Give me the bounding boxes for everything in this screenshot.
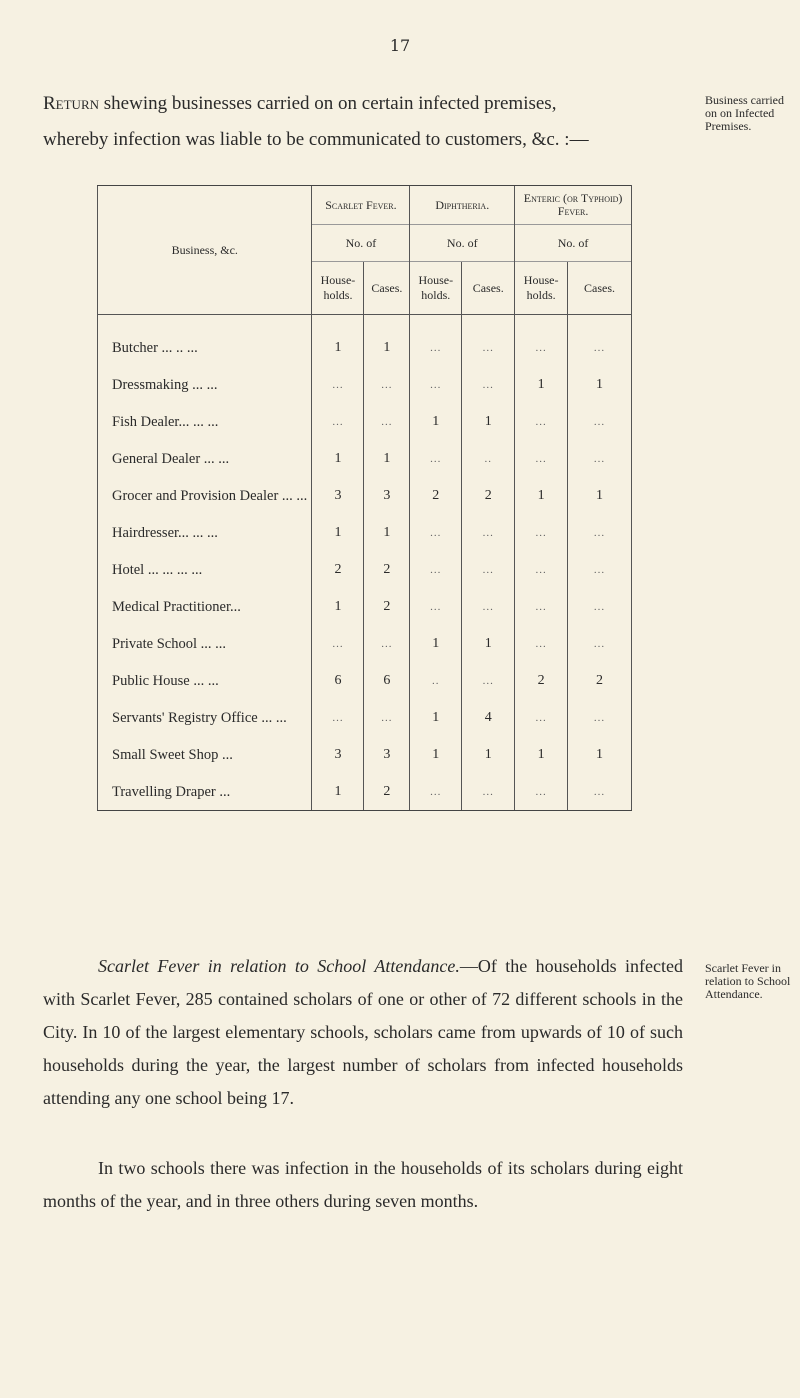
cell-value: ... [364, 699, 410, 736]
cell-value: ... [515, 625, 568, 662]
cell-value: 3 [364, 477, 410, 514]
table-row [98, 315, 632, 367]
cell-value: ... [312, 366, 364, 403]
cell-value: 1 [515, 366, 568, 403]
group-diphtheria: Diphtheria. [410, 186, 515, 225]
cell-value: ... [568, 514, 632, 551]
paragraph-heading: Scarlet Fever in relation to School Attendance. [98, 956, 460, 976]
cell-value: ... [462, 514, 515, 551]
cell-value: ... [312, 403, 364, 440]
cell-value: .. [462, 440, 515, 477]
table-row [98, 440, 632, 477]
cell-value: 1 [515, 477, 568, 514]
cell-value: 1 [364, 514, 410, 551]
diphtheria-cases-header: Cases. [462, 262, 515, 315]
cell-value: ... [515, 315, 568, 367]
cell-value: 1 [312, 514, 364, 551]
business-name: Small Sweet Shop ... [98, 736, 312, 773]
cell-value: 2 [312, 551, 364, 588]
cell-value: ... [364, 625, 410, 662]
business-name: Servants' Registry Office ... ... [98, 699, 312, 736]
business-name: General Dealer ... ... [98, 440, 312, 477]
table-row [98, 773, 632, 811]
cell-value: ... [410, 315, 462, 367]
table-title [43, 86, 693, 158]
cell-value: ... [462, 315, 515, 367]
cell-value: 2 [515, 662, 568, 699]
business-name: Travelling Draper ... [98, 773, 312, 811]
table-row [98, 551, 632, 588]
cell-value: ... [410, 440, 462, 477]
cell-value: 1 [364, 440, 410, 477]
cell-value: .. [410, 662, 462, 699]
business-name: Dressmaking ... ... [98, 366, 312, 403]
business-header: Business, &c. [98, 186, 312, 315]
cell-value: ... [410, 514, 462, 551]
body-text [43, 950, 683, 1255]
cell-value: ... [568, 440, 632, 477]
cell-value: ... [410, 773, 462, 811]
cell-value: 6 [364, 662, 410, 699]
cell-value: 1 [410, 625, 462, 662]
diphtheria-households-header: House-holds. [410, 262, 462, 315]
title-line1-text: shewing businesses carried on on certain infected premises, [103, 93, 557, 114]
cell-value: 2 [364, 588, 410, 625]
margin-note-scarlet: Scarlet Fever in relation to School Attendance. [705, 961, 791, 1001]
cell-value: 1 [312, 773, 364, 811]
business-name: Public House ... ... [98, 662, 312, 699]
cell-value: ... [410, 366, 462, 403]
cell-value: 1 [462, 625, 515, 662]
cell-value: ... [364, 403, 410, 440]
cell-value: ... [410, 551, 462, 588]
cell-value: 1 [568, 366, 632, 403]
business-name: Hairdresser... ... ... [98, 514, 312, 551]
cell-value: 1 [568, 477, 632, 514]
paragraph-scarlet-fever [43, 950, 683, 1115]
cell-value: ... [462, 588, 515, 625]
table-row [98, 625, 632, 662]
cell-value: 2 [364, 551, 410, 588]
cell-value: 1 [462, 403, 515, 440]
cell-value: 1 [312, 440, 364, 477]
cell-value: 1 [515, 736, 568, 773]
cell-value: ... [568, 315, 632, 367]
cell-value: ... [515, 773, 568, 811]
enteric-households-header: House-holds. [515, 262, 568, 315]
margin-note-business: Business carried on on Infected Premises. [705, 93, 784, 133]
cell-value: 2 [462, 477, 515, 514]
table-row [98, 736, 632, 773]
business-table [97, 185, 632, 811]
group-scarlet-fever: Scarlet Fever. [312, 186, 410, 225]
cell-value: 1 [312, 315, 364, 367]
cell-value: ... [568, 699, 632, 736]
table-title-line2: whereby infection was liable to be communicated to customers, &c. :— [43, 129, 589, 150]
scarlet-cases-header: Cases. [364, 262, 410, 315]
cell-value: ... [515, 551, 568, 588]
cell-value: ... [568, 773, 632, 811]
table-row [98, 699, 632, 736]
cell-value: ... [410, 588, 462, 625]
paragraph-infection-months: In two schools there was infection in the households of its scholars during eight months of the year, and in three others during seven months. [43, 1158, 683, 1211]
business-name: Grocer and Provision Dealer ... ... [98, 477, 312, 514]
cell-value: 3 [364, 736, 410, 773]
cell-value: ... [462, 773, 515, 811]
cell-value: 3 [312, 477, 364, 514]
cell-value: ... [568, 588, 632, 625]
title-lead: Return [43, 93, 100, 114]
cell-value: ... [568, 625, 632, 662]
cell-value: 6 [312, 662, 364, 699]
cell-value: 1 [410, 699, 462, 736]
diphtheria-no-of: No. of [410, 225, 515, 262]
cell-value: ... [515, 699, 568, 736]
cell-value: 2 [410, 477, 462, 514]
enteric-cases-header: Cases. [568, 262, 632, 315]
table-row [98, 477, 632, 514]
table-row [98, 588, 632, 625]
group-enteric: Enteric (or Typhoid) Fever. [515, 186, 632, 225]
cell-value: ... [462, 366, 515, 403]
cell-value: ... [515, 440, 568, 477]
cell-value: 2 [364, 773, 410, 811]
cell-value: ... [568, 551, 632, 588]
cell-value: ... [515, 514, 568, 551]
scarlet-no-of: No. of [312, 225, 410, 262]
cell-value: 1 [568, 736, 632, 773]
cell-value: ... [568, 403, 632, 440]
business-name: Butcher ... .. ... [98, 315, 312, 367]
cell-value: ... [462, 551, 515, 588]
cell-value: ... [462, 662, 515, 699]
cell-value: ... [515, 588, 568, 625]
cell-value: ... [364, 366, 410, 403]
table-row [98, 662, 632, 699]
business-name: Private School ... ... [98, 625, 312, 662]
cell-value: 2 [568, 662, 632, 699]
table-row [98, 366, 632, 403]
business-name: Medical Practitioner... [98, 588, 312, 625]
paragraph-text: —Of the households infected with Scarlet Fever, 285 contained scholars of one or other of 72 different schools in the City. In 10 of the largest elementary schools, scholars came from upwards of 10 of such households during the year, the largest number of scholars from infected households attending any one school being 17. [43, 956, 683, 1108]
cell-value: 1 [410, 403, 462, 440]
cell-value: ... [312, 699, 364, 736]
page-number: 17 [389, 36, 411, 55]
enteric-no-of: No. of [515, 225, 632, 262]
table-row [98, 403, 632, 440]
cell-value: 4 [462, 699, 515, 736]
cell-value: ... [515, 403, 568, 440]
cell-value: 1 [462, 736, 515, 773]
business-name: Fish Dealer... ... ... [98, 403, 312, 440]
cell-value: 1 [410, 736, 462, 773]
scarlet-households-header: House-holds. [312, 262, 364, 315]
table-row [98, 514, 632, 551]
cell-value: 3 [312, 736, 364, 773]
business-name: Hotel ... ... ... ... [98, 551, 312, 588]
table-title-line1 [43, 86, 693, 122]
cell-value: ... [312, 625, 364, 662]
cell-value: 1 [364, 315, 410, 367]
cell-value: 1 [312, 588, 364, 625]
